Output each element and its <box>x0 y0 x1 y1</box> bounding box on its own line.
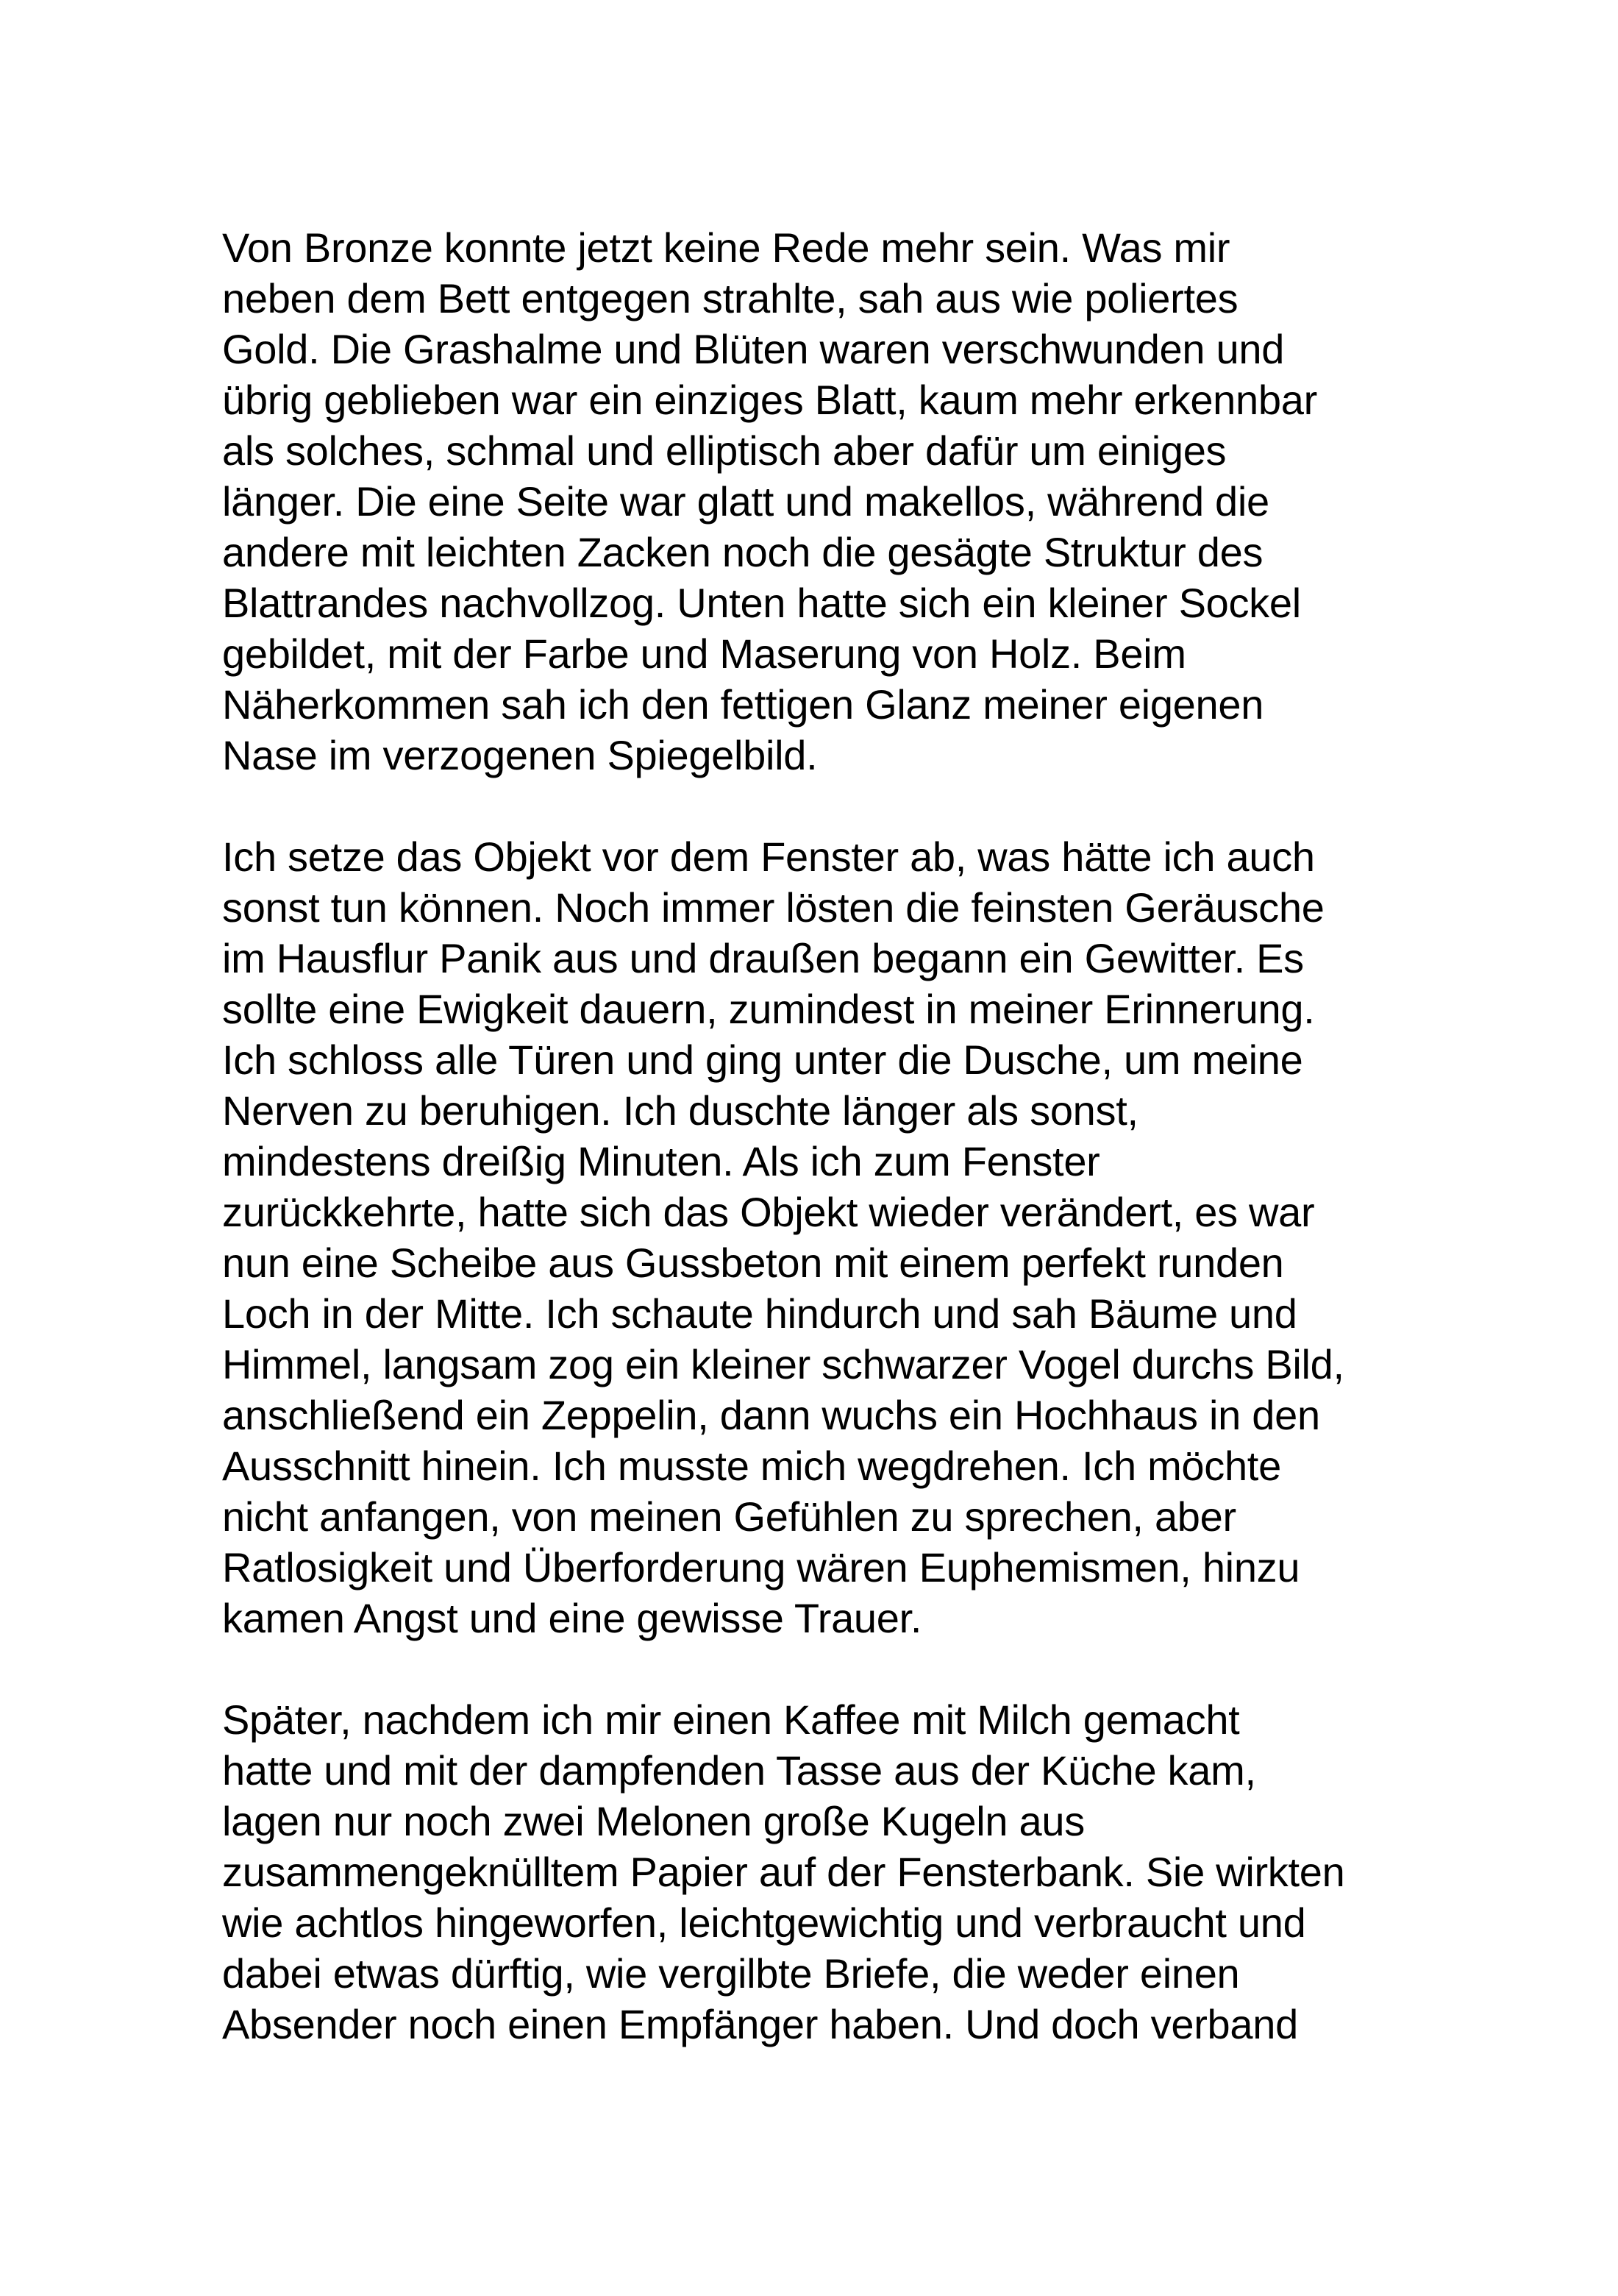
text-line: Himmel, langsam zog ein kleiner schwarzer Vogel durchs Bild, <box>222 1341 1344 1387</box>
text-line: mindestens dreißig Minuten. Als ich zum Fenster <box>222 1138 1100 1184</box>
text-line: zurückkehrte, hatte sich das Objekt wieder verändert, es war <box>222 1189 1315 1235</box>
text-line: Absender noch einen Empfänger haben. Und doch verband <box>222 2001 1298 2047</box>
body-text <box>222 222 1436 2100</box>
text-line: sonst tun können. Noch immer lösten die feinsten Geräusche <box>222 884 1325 931</box>
text-line: Ratlosigkeit und Überforderung wären Euphemismen, hinzu <box>222 1544 1300 1591</box>
text-line: neben dem Bett entgegen strahlte, sah aus wie poliertes <box>222 275 1239 321</box>
text-line: Ich schloss alle Türen und ging unter die Dusche, um meine <box>222 1037 1303 1083</box>
text-line: sollte eine Ewigkeit dauern, zumindest in meiner Erinnerung. <box>222 986 1315 1032</box>
text-line: nun eine Scheibe aus Gussbeton mit einem perfekt runden <box>222 1240 1284 1286</box>
text-line: wie achtlos hingeworfen, leichtgewichtig und verbraucht und <box>222 1899 1306 1946</box>
text-line: Nerven zu beruhigen. Ich duschte länger als sonst, <box>222 1087 1138 1134</box>
text-line: Blattrandes nachvollzog. Unten hatte sich ein kleiner Sockel <box>222 580 1301 626</box>
paragraph-3 <box>222 1694 1436 2050</box>
text-line: Nase im verzogenen Spiegelbild. <box>222 732 818 778</box>
text-line: Näherkommen sah ich den fettigen Glanz meiner eigenen <box>222 681 1264 728</box>
text-line: Später, nachdem ich mir einen Kaffee mit Milch gemacht <box>222 1696 1240 1743</box>
text-line: Ausschnitt hinein. Ich musste mich wegdrehen. Ich möchte <box>222 1443 1281 1489</box>
text-line: nicht anfangen, von meinen Gefühlen zu sprechen, aber <box>222 1493 1236 1540</box>
text-line: im Hausflur Panik aus und draußen begann ein Gewitter. Es <box>222 935 1304 981</box>
text-line: länger. Die eine Seite war glatt und makellos, während die <box>222 478 1269 525</box>
text-line: anschließend ein Zeppelin, dann wuchs ein Hochhaus in den <box>222 1392 1320 1438</box>
text-line: lagen nur noch zwei Melonen große Kugeln aus <box>222 1798 1085 1844</box>
paragraph-2 <box>222 831 1436 1643</box>
text-line: Ich setze das Objekt vor dem Fenster ab, was hätte ich auch <box>222 834 1315 880</box>
text-line: hatte und mit der dampfenden Tasse aus der Küche kam, <box>222 1747 1256 1794</box>
text-line: andere mit leichten Zacken noch die gesägte Struktur des <box>222 529 1264 575</box>
text-line: Gold. Die Grashalme und Blüten waren verschwunden und <box>222 326 1285 372</box>
text-line: übrig geblieben war ein einziges Blatt, kaum mehr erkennbar <box>222 377 1317 423</box>
text-line: kamen Angst und eine gewisse Trauer. <box>222 1595 922 1641</box>
text-line: dabei etwas dürftig, wie vergilbte Briefe, die weder einen <box>222 1950 1240 1997</box>
text-line: Loch in der Mitte. Ich schaute hindurch und sah Bäume und <box>222 1290 1297 1337</box>
text-line: als solches, schmal und elliptisch aber dafür um einiges <box>222 427 1227 474</box>
paragraph-1 <box>222 222 1436 781</box>
text-line: Von Bronze konnte jetzt keine Rede mehr sein. Was mir <box>222 224 1230 271</box>
text-line: zusammengeknülltem Papier auf der Fensterbank. Sie wirkten <box>222 1849 1345 1895</box>
text-line: gebildet, mit der Farbe und Maserung von Holz. Beim <box>222 630 1186 677</box>
